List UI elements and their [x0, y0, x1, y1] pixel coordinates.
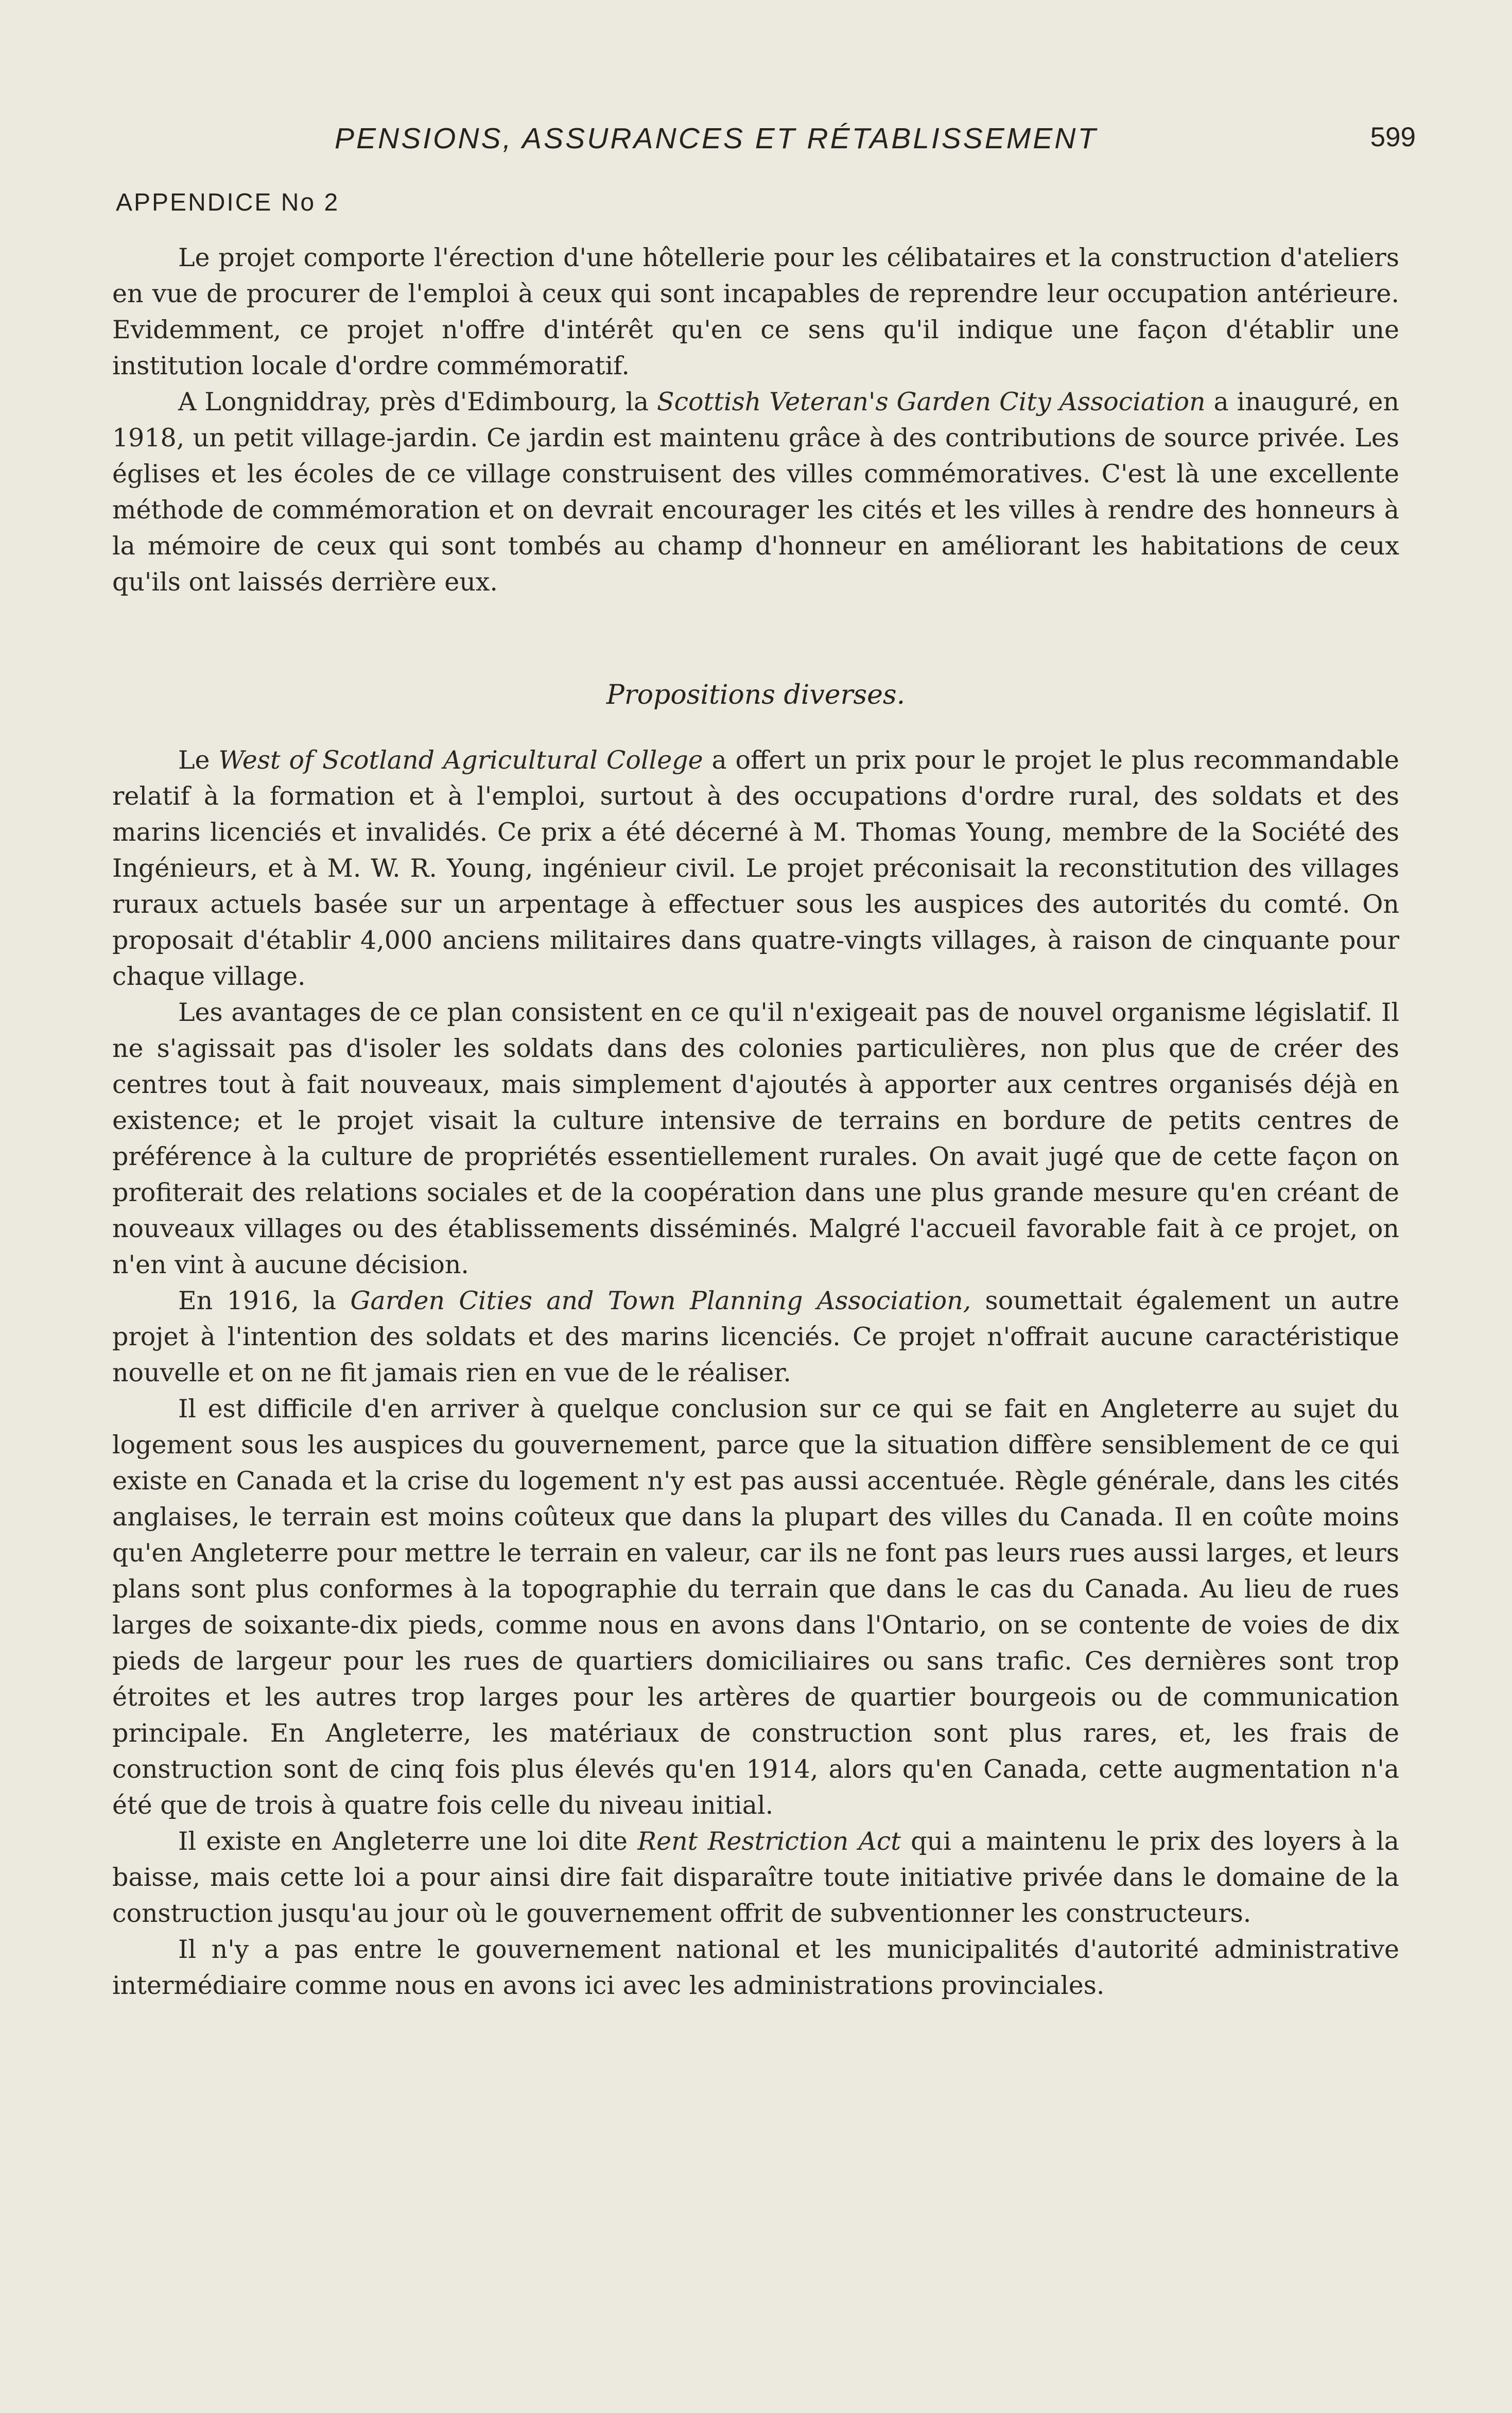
act-name: Rent Restriction Act [637, 1827, 901, 1856]
paragraph [112, 1824, 1399, 1932]
running-header [335, 121, 1416, 163]
paragraph [112, 742, 1399, 995]
paragraph: Il n'y a pas entre le gouvernement national et les municipalités d'autorité administrative intermédiaire comme nous en avons ici avec les administrations provinciales. [112, 1935, 1399, 2000]
paragraph-text: A Longniddray, près d'Edimbourg, la [178, 387, 657, 416]
paragraph-text: Il existe en Angleterre une loi dite [178, 1827, 638, 1856]
page-number: 599 [1370, 122, 1416, 152]
paragraph-text: soumettait également un autre projet à l'intention des soldats et des marins licenciés. Ce projet n'offrait aucune caractéristique nouvelle et on ne fit jamais rien en vue de le réaliser. [112, 1286, 1399, 1387]
section-propositions [112, 742, 1399, 2004]
association-name: Garden Cities and Town Planning Association, [350, 1286, 971, 1315]
paragraph: Les avantages de ce plan consistent en ce qu'il n'exigeait pas de nouvel organisme législatif. Il ne s'agissait pas d'isoler les soldats dans des colonies particulières, non plus que de créer des centres tout à fait nouveaux, mais simplement d'ajoutés à apporter aux centres organisés déjà en existence; et le projet visait la culture intensive de terrains en bordure de petits centres de préférence à la culture de propriétés essentiellement rurales. On avait jugé que de cette façon on profiterait des relations sociales et de la coopération dans une plus grande mesure qu'en créant de nouveaux villages ou des établissements disséminés. Malgré l'accueil favorable fait à ce projet, on n'en vint à aucune décision. [112, 998, 1399, 1279]
paragraph-text: a offert un prix pour le projet le plus recommandable relatif à la formation et à l'emploi, surtout à des occupations d'ordre rural, des soldats et des marins licenciés et invalidés. Ce prix a été décerné à M. Thomas Young, membre de la Société des Ingénieurs, et à M. W. R. Young, ingénieur civil. Le projet préconisait la reconstitution des villages ruraux actuels basée sur un arpentage à effectuer sous les auspices des autorités du comté. On proposait d'établir 4,000 anciens militaires dans quatre-vingts villages, à raison de cinquante pour chaque village. [112, 745, 1399, 991]
paragraph-text: En 1916, la [178, 1286, 351, 1315]
paragraph-text: qui a maintenu le prix des loyers à la baisse, mais cette loi a pour ainsi dire fait disparaître toute initiative privée dans le domaine de la construction jusqu'au jour où le gouvernement offrit de subventionner les constructeurs. [112, 1827, 1400, 1928]
paragraph [112, 1283, 1399, 1391]
running-title: PENSIONS, ASSURANCES ET RÉTABLISSEMENT [335, 122, 1098, 155]
association-name: Scottish Veteran's Garden City Association [657, 387, 1206, 416]
college-name: West of Scotland Agricultural College [218, 745, 703, 775]
paragraph: Il est difficile d'en arriver à quelque conclusion sur ce qui se fait en Angleterre au sujet du logement sous les auspices du gouvernement, parce que la situation diffère sensiblement de ce qui existe en Canada et la crise du logement n'y est pas aussi accentuée. Règle générale, dans les cités anglaises, le terrain est moins coûteux que dans la plupart des villes du Canada. Il en coûte moins qu'en Angleterre pour mettre le terrain en valeur, car ils ne font pas leurs rues aussi larges, et leurs plans sont plus conformes à la topographie du terrain que dans le cas du Canada. Au lieu de rues larges de soixante-dix pieds, comme nous en avons dans l'Ontario, on se contente de voies de dix pieds de largeur pour les rues de quartiers domiciliaires ou sans trafic. Ces dernières sont trop étroites et les autres trop larges pour les artères de quartier bourgeois ou de communication principale. En Angleterre, les matériaux de construction sont plus rares, et, les frais de construction sont de cinq fois plus élevés qu'en 1914, alors qu'en Canada, cette augmentation n'a été que de trois à quatre fois celle du niveau initial. [112, 1394, 1399, 1820]
appendix-label: APPENDICE No 2 [116, 189, 340, 216]
paragraph-text: Le [178, 745, 219, 775]
section-heading: Propositions diverses. [606, 680, 906, 710]
paragraph [112, 384, 1399, 600]
section-memorial-projects [112, 240, 1399, 600]
paragraph: Le projet comporte l'érection d'une hôtellerie pour les célibataires et la construction d'ateliers en vue de procurer de l'emploi à ceux qui sont incapables de reprendre leur occupation antérieure. Evidemment, ce projet n'offre d'intérêt qu'en ce sens qu'il indique une façon d'établir une institution locale d'ordre commémoratif. [112, 243, 1399, 380]
paragraph-text: a inauguré, en 1918, un petit village-jardin. Ce jardin est maintenu grâce à des contributions de source privée. Les églises et les écoles de ce village construisent des villes commémoratives. C'est là une excellente méthode de commémoration et on devrait encourager les cités et les villes à rendre des honneurs à la mémoire de ceux qui sont tombés au champ d'honneur en améliorant les habitations de ceux qu'ils ont laissés derrière eux. [112, 387, 1400, 597]
